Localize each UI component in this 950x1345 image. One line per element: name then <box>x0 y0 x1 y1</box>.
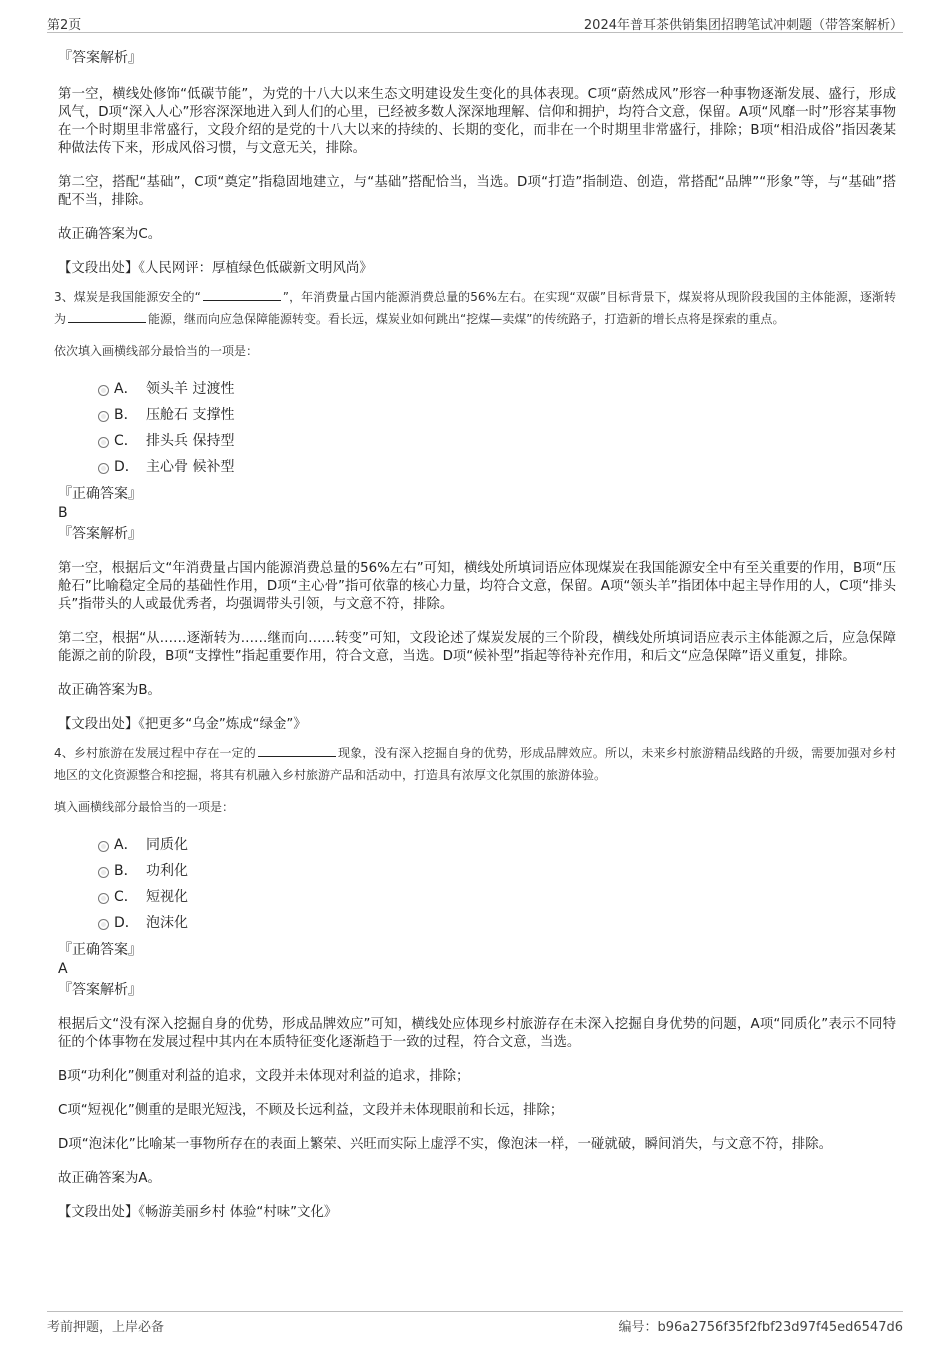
q4-analysis-p2: B项“功利化”侧重对利益的追求，文段并未体现对利益的追求，排除； <box>58 1069 470 1084</box>
q3-analysis-p2: 第二空，根据“从……逐渐转为……继而向……转变”可知，文段论述了煤炭发展的三个阶段，横线处所填词语应表示主体能源之后，应急保障能源之前的阶段，B项“支撑性”指起重要作用，符合文意，当选。D项“候补型”指起等待补充作用，和后文“应急保障”语义重复，排除。 <box>58 631 896 664</box>
radio-icon[interactable] <box>98 463 109 474</box>
q3-prompt: 依次填入画横线部分最恰当的一项是： <box>54 344 259 358</box>
page-content <box>56 44 896 1222</box>
q3-text-b: ”，年消费量占国内能源消费总量的56%左右。在实现“双碳”目标背景下，煤炭将从现阶段我国的主体能源，逐渐转为 <box>54 290 897 326</box>
q4-text-b: 现象，没有深入挖掘自身的优势，形成品牌效应。所以，未来乡村旅游精品线路的升级，需要加强对乡村地区的文化资源整合和挖掘，将其有机融入乡村旅游产品和活动中，打造具有浓厚文化氛围的旅游体验。 <box>54 746 896 782</box>
analysis-label: 『答案解析』 <box>58 526 142 542</box>
q3-options <box>56 376 896 480</box>
q4-option-a[interactable]: A． 同质化 <box>56 832 896 858</box>
q3-text-a: 3、煤炭是我国能源安全的“ <box>54 290 201 304</box>
q3-answer: B <box>58 505 68 521</box>
q4-answer: A <box>58 961 68 977</box>
q2-source: 【文段出处】《人民网评：厚植绿色低碳新文明风尚》 <box>58 261 373 276</box>
page-header <box>47 12 903 33</box>
radio-icon[interactable] <box>98 385 109 396</box>
q3-question <box>54 286 896 330</box>
q4-option-c[interactable]: C． 短视化 <box>56 884 896 910</box>
q3-source: 【文段出处】《把更多“乌金”炼成“绿金”》 <box>58 717 307 732</box>
radio-icon[interactable] <box>98 841 109 852</box>
q2-analysis-p2: 第二空，搭配“基础”，C项“奠定”指稳固地建立，与“基础”搭配恰当，当选。D项“打造”指制造、创造，常搭配“品牌”“形象”等，与“基础”搭配不当，排除。 <box>58 175 896 208</box>
page-number: 第2页 <box>47 18 82 33</box>
q4-question <box>54 742 896 786</box>
analysis-label: 『答案解析』 <box>58 50 142 66</box>
q4-options <box>56 832 896 936</box>
document-title: 2024年普耳茶供销集团招聘笔试冲刺题（带答案解析） <box>583 18 903 33</box>
q4-source: 【文段出处】《畅游美丽乡村 体验“村味”文化》 <box>58 1205 338 1220</box>
q2-conclusion: 故正确答案为C。 <box>58 227 162 242</box>
q3-blank-2 <box>68 310 146 323</box>
q4-text-a: 4、乡村旅游在发展过程中存在一定的 <box>54 746 256 760</box>
q4-analysis-p4: D项“泡沫化”比喻某一事物所存在的表面上繁荣、兴旺而实际上虚浮不实，像泡沫一样，一碰就破，瞬间消失，与文意不符，排除。 <box>58 1137 833 1152</box>
radio-icon[interactable] <box>98 411 109 422</box>
q4-analysis-p3: C项“短视化”侧重的是眼光短浅，不顾及长远利益，文段并未体现眼前和长远，排除； <box>58 1103 564 1118</box>
q3-option-a[interactable]: A． 领头羊 过渡性 <box>56 376 896 402</box>
footer-slogan: 考前押题，上岸必备 <box>47 1320 165 1335</box>
radio-icon[interactable] <box>98 893 109 904</box>
q4-conclusion: 故正确答案为A。 <box>58 1171 161 1186</box>
q4-option-b[interactable]: B． 功利化 <box>56 858 896 884</box>
radio-icon[interactable] <box>98 437 109 448</box>
page-footer <box>47 1311 903 1338</box>
q4-blank-1 <box>258 744 336 757</box>
analysis-label: 『答案解析』 <box>58 982 142 998</box>
q3-conclusion: 故正确答案为B。 <box>58 683 161 698</box>
q3-blank-1 <box>203 288 281 301</box>
radio-icon[interactable] <box>98 919 109 930</box>
q4-option-d[interactable]: D． 泡沫化 <box>56 910 896 936</box>
q3-text-c: 能源，继而向应急保障能源转变。看长远，煤炭业如何跳出“挖煤—卖煤”的传统路子，打造新的增长点将是探索的重点。 <box>148 312 785 326</box>
correct-answer-label: 『正确答案』 <box>58 942 142 958</box>
radio-icon[interactable] <box>98 867 109 878</box>
q4-analysis-p1: 根据后文“没有深入挖掘自身的优势，形成品牌效应”可知，横线处应体现乡村旅游存在未深入挖掘自身优势的问题，A项“同质化”表示不同特征的个体事物在发展过程中其内在本质特征变化逐渐趋于一致的过程，符合文意，当选。 <box>58 1017 896 1050</box>
q3-option-c[interactable]: C． 排头兵 保持型 <box>56 428 896 454</box>
q2-analysis-p1: 第一空，横线处修饰“低碳节能”，为党的十八大以来生态文明建设发生变化的具体表现。C项“蔚然成风”形容一种事物逐渐发展、盛行，形成风气，D项“深入人心”形容深深地进入到人们的心里，已经被多数人深深地理解、信仰和拥护，均符合文意，保留。A项“风靡一时”形容某事物在一个时期里非常盛行，文段介绍的是党的十八大以来的持续的、长期的变化，而非在一个时期里非常盛行，排除；B项“相沿成俗”指因袭某种做法传下来，形成风俗习惯，与文意无关，排除。 <box>58 87 896 156</box>
q4-prompt: 填入画横线部分最恰当的一项是： <box>54 800 235 814</box>
document-id: 编号：b96a2756f35f2fbf23d97f45ed6547d6 <box>618 1320 903 1335</box>
q3-option-d[interactable]: D． 主心骨 候补型 <box>56 454 896 480</box>
correct-answer-label: 『正确答案』 <box>58 486 142 502</box>
q3-analysis-p1: 第一空，根据后文“年消费量占国内能源消费总量的56%左右”可知，横线处所填词语应体现煤炭在我国能源安全中有至关重要的作用，B项“压舱石”比喻稳定全局的基础性作用，D项“主心骨”指可依靠的核心力量，均符合文意，保留。A项“领头羊”指团体中起主导作用的人，C项“排头兵”指带头的人或最优秀者，均强调带头引领，与文意不符，排除。 <box>58 561 896 612</box>
q3-option-b[interactable]: B． 压舱石 支撑性 <box>56 402 896 428</box>
